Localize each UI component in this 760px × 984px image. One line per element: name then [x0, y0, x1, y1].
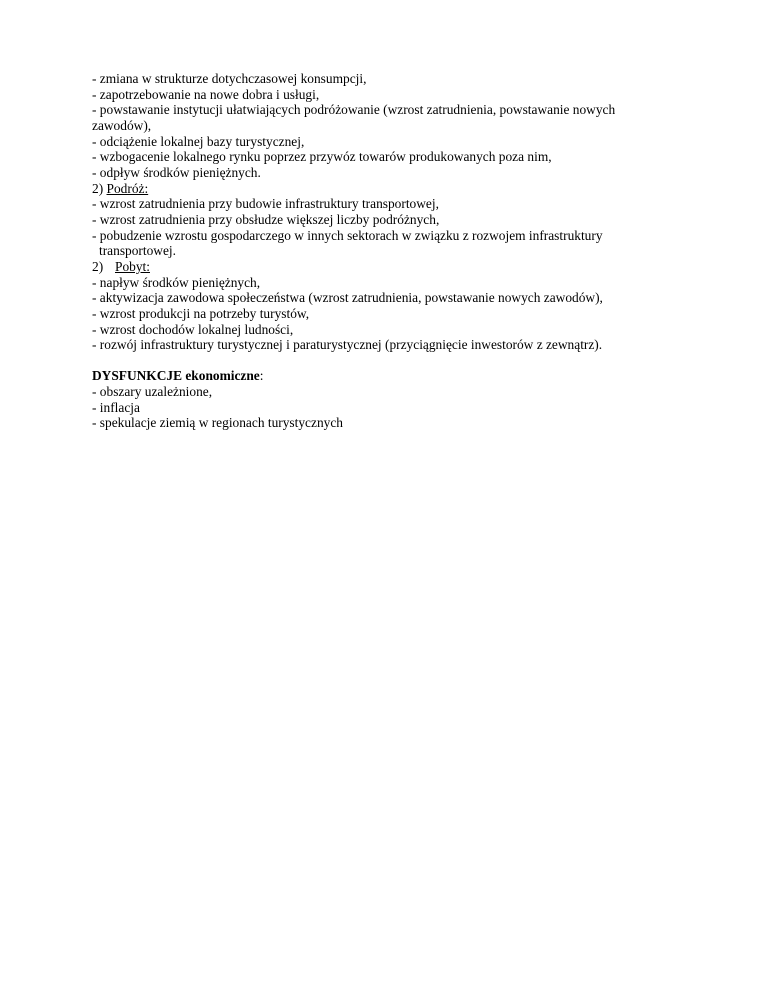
section-number: 2): [92, 180, 107, 196]
list-item: - obszary uzależnione,: [92, 384, 213, 400]
list-item: - wzbogacenie lokalnego rynku poprzez przywóz towarów produkowanych poza nim,: [92, 149, 552, 165]
list-item: - powstawanie instytucji ułatwiających podróżowanie (wzrost zatrudnienia, powstawanie nowych: [92, 102, 616, 118]
list-item: - pobudzenie wzrostu gospodarczego w innych sektorach w związku z rozwojem infrastruktury: [92, 227, 603, 243]
list-item: - wzrost zatrudnienia przy obsłudze większej liczby podróżnych,: [92, 211, 440, 227]
list-item: - aktywizacja zawodowa społeczeństwa (wzrost zatrudnienia, powstawanie nowych zawodów),: [92, 290, 603, 306]
list-item: - napływ środków pieniężnych,: [92, 274, 261, 290]
section-podroz: [92, 181, 652, 259]
list-item: - spekulacje ziemią w regionach turystycznych: [92, 415, 343, 431]
dysfunkcje-heading: DYSFUNKCJE ekonomiczne: [92, 368, 260, 384]
list-item-continuation: transportowej.: [99, 243, 176, 259]
list-item: - zapotrzebowanie na nowe dobra i usługi,: [92, 86, 320, 102]
section-number: 2): [92, 258, 104, 274]
intro-list: [92, 71, 652, 181]
list-item: - inflacja: [92, 399, 140, 415]
document-page: [92, 71, 652, 431]
list-item: - wzrost dochodów lokalnej ludności,: [92, 321, 294, 337]
section-title: Pobyt:: [115, 258, 150, 274]
list-item: - zmiana w strukturze dotychczasowej konsumpcji,: [92, 71, 367, 86]
list-item: - wzrost zatrudnienia przy budowie infrastruktury transportowej,: [92, 196, 439, 212]
list-item: - odpływ środków pieniężnych.: [92, 164, 261, 180]
list-item: - odciążenie lokalnej bazy turystycznej,: [92, 133, 305, 149]
heading-colon: :: [259, 368, 264, 384]
section-title: Podróż:: [106, 180, 149, 196]
list-item: - wzrost produkcji na potrzeby turystów,: [92, 305, 310, 321]
list-item: - rozwój infrastruktury turystycznej i paraturystycznej (przyciągnięcie inwestorów z zewnątrz).: [92, 337, 603, 353]
section-heading: [92, 181, 652, 197]
section-dysfunkcje: [92, 368, 652, 431]
section-heading: [92, 259, 652, 275]
blank-line: [92, 353, 652, 369]
list-item-continuation: zawodów),: [92, 117, 152, 133]
section-pobyt: [92, 259, 652, 353]
section-heading: [92, 368, 652, 384]
